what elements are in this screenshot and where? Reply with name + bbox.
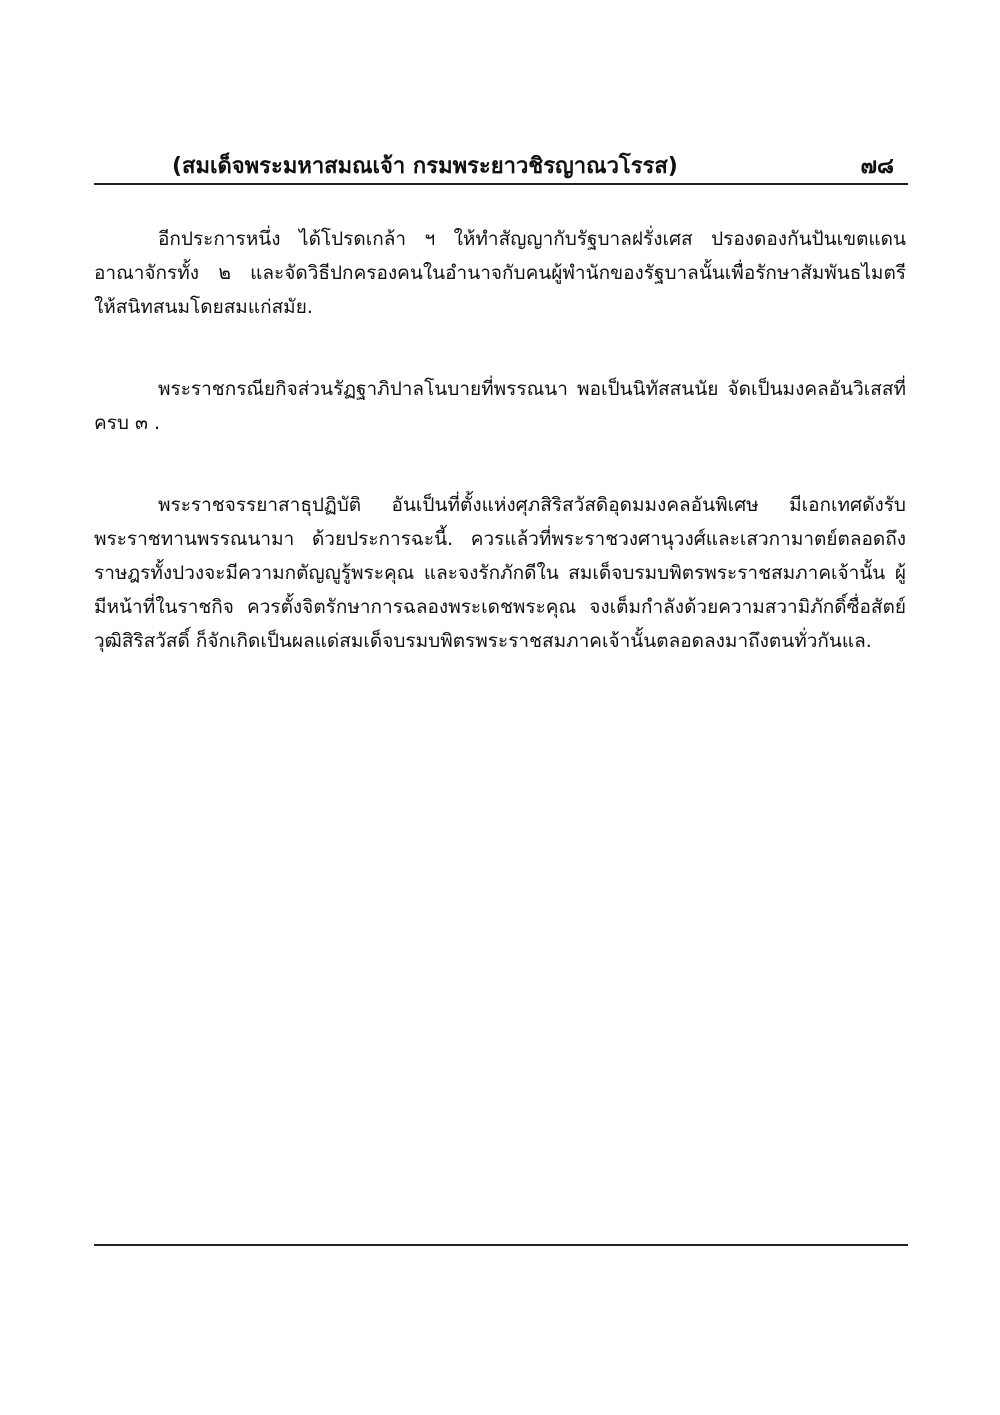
paragraph: พระราชจรรยาสาธุปฏิบัติ อันเป็นที่ตั้งแห่งศุภสิริสวัสดิอุดมมงคลอันพิเศษ มีเอกเทศดังรับพระราชทานพรรณนามา ด้วยประการฉะนี้. ควรแล้วที่พระราชวงศานุวงศ์และเสวกามาตย์ตลอดถึงราษฎรทั้งปวงจะมีความกตัญญูรู้พระคุณ และจงรักภักดีใน สมเด็จบรมบพิตรพระราชสมภาคเจ้านั้น ผู้มีหน้าที่ในราชกิจ ควรตั้งจิตรักษาการฉลองพระเดชพระคุณ จงเต็มกำลังด้วยความสวามิภักดิ์ซื่อสัตย์ วุฒิสิริสวัสดิ์ ก็จักเกิดเป็นผลแด่สมเด็จบรมบพิตรพระราชสมภาคเจ้านั้นตลอดลงมาถึงตนทั่วกันแล. [94, 494, 906, 652]
paragraph: อีกประการหนึ่ง ได้โปรดเกล้า ฯ ให้ทำสัญญากับรัฐบาลฝรั่งเศส ปรองดองกันปันเขตแดนอาณาจักรทั้ง ๒ และจัดวิธีปกครองคนในอำนาจกับคนผู้พำนักของรัฐบาลนั้นเพื่อรักษาสัมพันธไมตรี ให้สนิทสนมโดยสมแก่สมัย. [94, 228, 906, 318]
paragraph: พระราชกรณียกิจส่วนรัฏฐาภิปาลโนบายที่พรรณนา พอเป็นนิทัสสนนัย จัดเป็นมงคลอันวิเสสที่ครบ ๓ . [94, 378, 906, 434]
header-title: (สมเด็จพระมหาสมณเจ้า กรมพระยาวชิรญาณวโรรส) [172, 154, 678, 179]
page-number: ๗๘ [860, 154, 894, 179]
body-text [94, 222, 906, 706]
footer-rule [94, 1244, 908, 1246]
running-header [94, 142, 908, 182]
header-rule [94, 183, 908, 185]
